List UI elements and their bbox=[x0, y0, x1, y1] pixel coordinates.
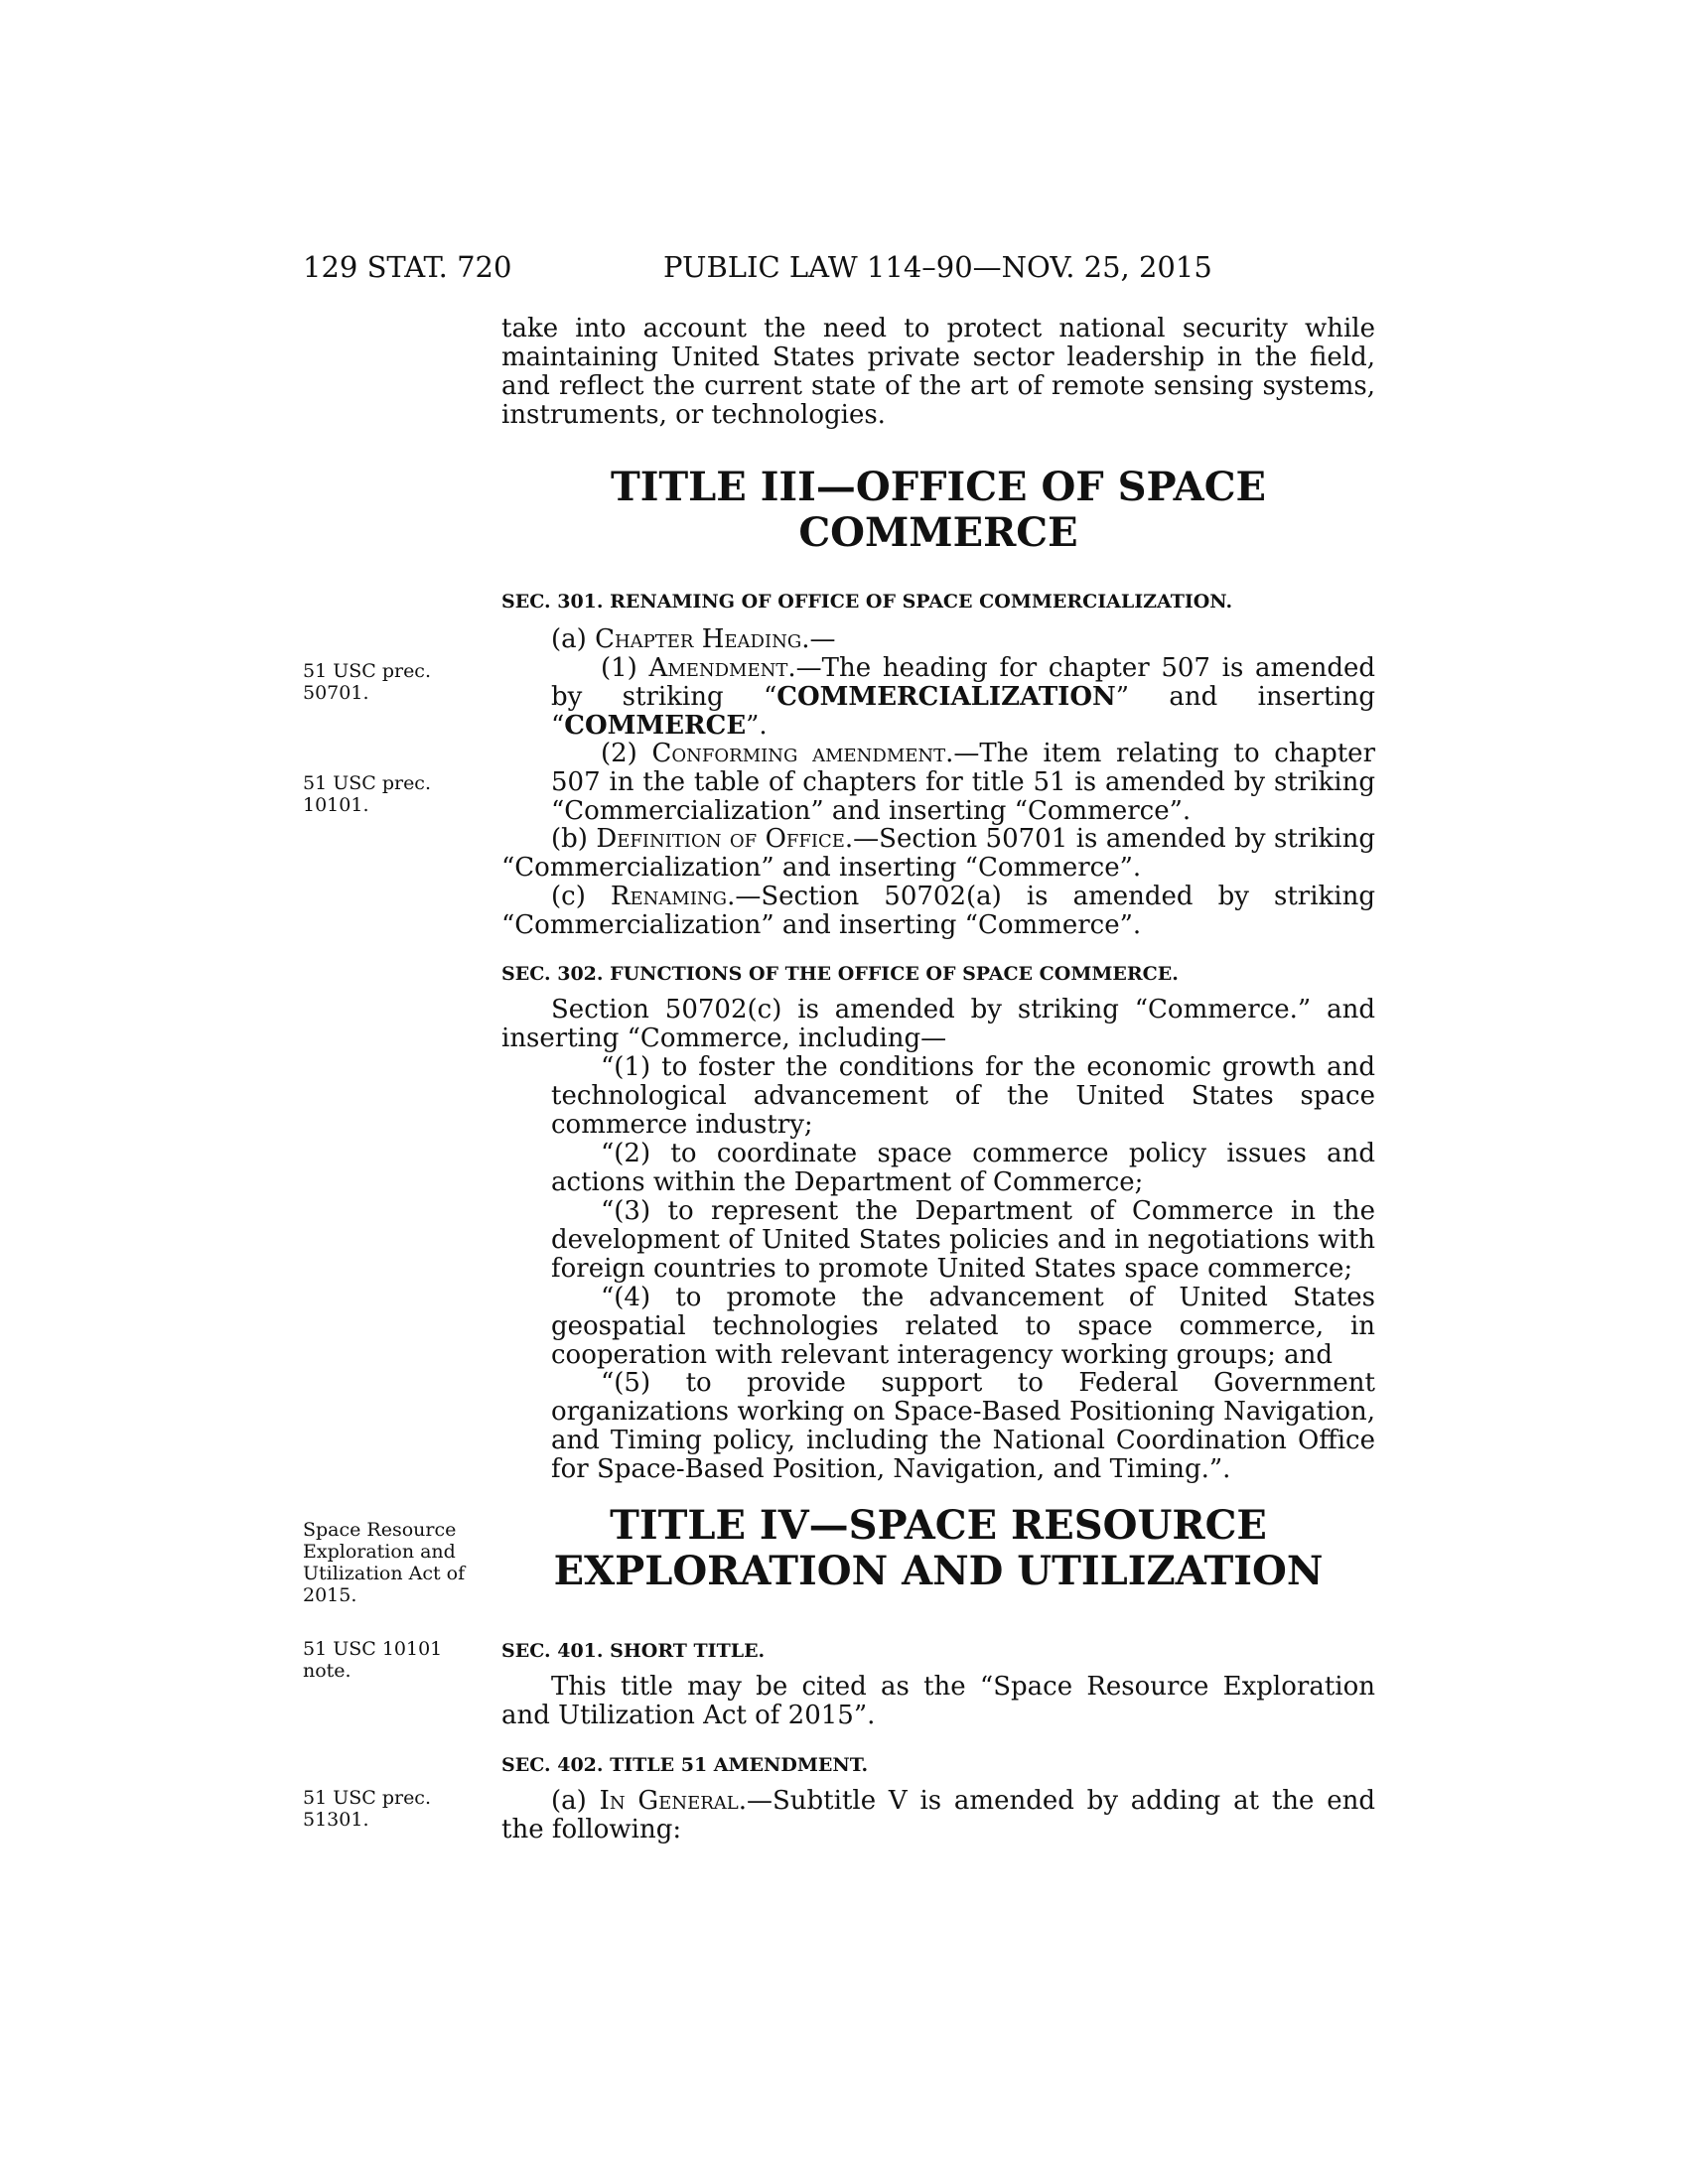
sec-301-b-text: .—Section 50701 is amended by striking “Commercialization” and inserting “Commerce”. bbox=[501, 824, 1375, 883]
sec-301-a1-text2: ” and inserting “ bbox=[551, 682, 1375, 741]
title-iii-heading bbox=[501, 465, 1375, 556]
sec-302-intro: Section 50702(c) is amended by striking “Commerce.” and inserting “Commerce, including— bbox=[501, 995, 1375, 1053]
sec-301-a2-caps: Conforming amendment bbox=[651, 739, 946, 768]
sec-301-c-prefix: (c) bbox=[551, 882, 611, 911]
sec-301-a1-bold2: COMMERCE bbox=[564, 711, 747, 741]
sec-301-heading: SEC. 301. RENAMING OF OFFICE OF SPACE COMMERCIALIZATION. bbox=[501, 591, 1233, 613]
sec-301-a bbox=[551, 625, 1375, 654]
sec-301-a-suffix: .— bbox=[801, 624, 836, 654]
sec-302-item-2: “(2) to coordinate space commerce policy issues and actions within the Department of Commerce; bbox=[551, 1139, 1375, 1197]
running-header-title: PUBLIC LAW 114–90—NOV. 25, 2015 bbox=[663, 250, 1212, 284]
intro-paragraph: take into account the need to protect national security while maintaining United States private sector leadership in the field, and reflect the current state of the art of remote sensing systems, instruments, or technologies. bbox=[501, 314, 1375, 430]
margin-note-51-usc-10101: 51 USC prec. 10101. bbox=[303, 772, 431, 816]
title-iv-line2: EXPLORATION AND UTILIZATION bbox=[553, 1548, 1324, 1594]
sec-402-a bbox=[501, 1787, 1375, 1844]
sec-302-item-4: “(4) to promote the advancement of United States geospatial technologies related to space commerce, in cooperation with relevant interagency working groups; and bbox=[551, 1283, 1375, 1370]
sec-301-b bbox=[501, 825, 1375, 883]
sec-301-a2-prefix: (2) bbox=[601, 739, 652, 768]
margin-note-51-usc-50701: 51 USC prec. 50701. bbox=[303, 660, 431, 704]
sec-301-c bbox=[501, 883, 1375, 940]
sec-301-a1-bold1: COMMERCIALIZATION bbox=[776, 682, 1116, 712]
margin-note-short-title: Space Resource Exploration and Utilization Act of 2015. bbox=[303, 1519, 466, 1606]
sec-301-c-text: .—Section 50702(a) is amended by striking “Commercialization” and inserting “Commerce”. bbox=[501, 882, 1375, 940]
sec-301-a-caps: Chapter Heading bbox=[595, 624, 802, 654]
sec-302-item-3: “(3) to represent the Department of Commerce in the development of United States policies and in negotiations with foreign countries to promote United States space commerce; bbox=[551, 1196, 1375, 1284]
sec-301-a1-text3: ”. bbox=[746, 711, 768, 741]
sec-301-b-prefix: (b) bbox=[551, 824, 597, 854]
sec-402-a-caps: In General bbox=[599, 1786, 739, 1816]
sec-301-a1 bbox=[551, 654, 1375, 741]
title-iii-line1: TITLE III—OFFICE OF SPACE bbox=[610, 464, 1267, 510]
sec-301-a2-text: .—The item relating to chapter 507 in the table of chapters for title 51 is amended by striking “Commercialization” and inserting “Commerce”. bbox=[551, 739, 1375, 826]
sec-301-a2 bbox=[551, 740, 1375, 826]
margin-note-51-usc-51301: 51 USC prec. 51301. bbox=[303, 1787, 431, 1831]
sec-401-heading: SEC. 401. SHORT TITLE. bbox=[501, 1640, 766, 1662]
title-iii-line2: COMMERCE bbox=[798, 509, 1078, 556]
title-iv-line1: TITLE IV—SPACE RESOURCE bbox=[610, 1502, 1267, 1549]
title-iv-heading bbox=[501, 1503, 1375, 1594]
page-stat-reference: 129 STAT. 720 bbox=[303, 250, 512, 284]
sec-401-text: This title may be cited as the “Space Resource Exploration and Utilization Act of 2015”. bbox=[501, 1672, 1375, 1730]
sec-402-heading: SEC. 402. TITLE 51 AMENDMENT. bbox=[501, 1754, 869, 1776]
sec-301-a1-caps: Amendment bbox=[648, 653, 788, 683]
sec-301-a1-text1: .—The heading for chapter 507 is amended by striking “ bbox=[551, 653, 1375, 712]
sec-302-heading: SEC. 302. FUNCTIONS OF THE OFFICE OF SPACE COMMERCE. bbox=[501, 963, 1179, 985]
sec-402-a-prefix: (a) bbox=[551, 1786, 600, 1816]
sec-402-a-text: .—Subtitle V is amended by adding at the end the following: bbox=[501, 1786, 1375, 1844]
sec-302-item-5: “(5) to provide support to Federal Government organizations working on Space-Based Positioning Navigation, and Timing policy, including the National Coordination Office for Space-Based Position, Navigation, and Timing.”. bbox=[551, 1368, 1375, 1484]
sec-302-item-1: “(1) to foster the conditions for the economic growth and technological advancement of the United States space commerce industry; bbox=[551, 1052, 1375, 1140]
sec-301-c-caps: Renaming bbox=[610, 882, 728, 911]
margin-note-51-usc-10101-note: 51 USC 10101 note. bbox=[303, 1638, 443, 1682]
sec-301-b-caps: Definition of Office bbox=[596, 824, 845, 854]
sec-301-a1-prefix: (1) bbox=[601, 653, 649, 683]
sec-301-a-prefix: (a) bbox=[551, 624, 596, 654]
